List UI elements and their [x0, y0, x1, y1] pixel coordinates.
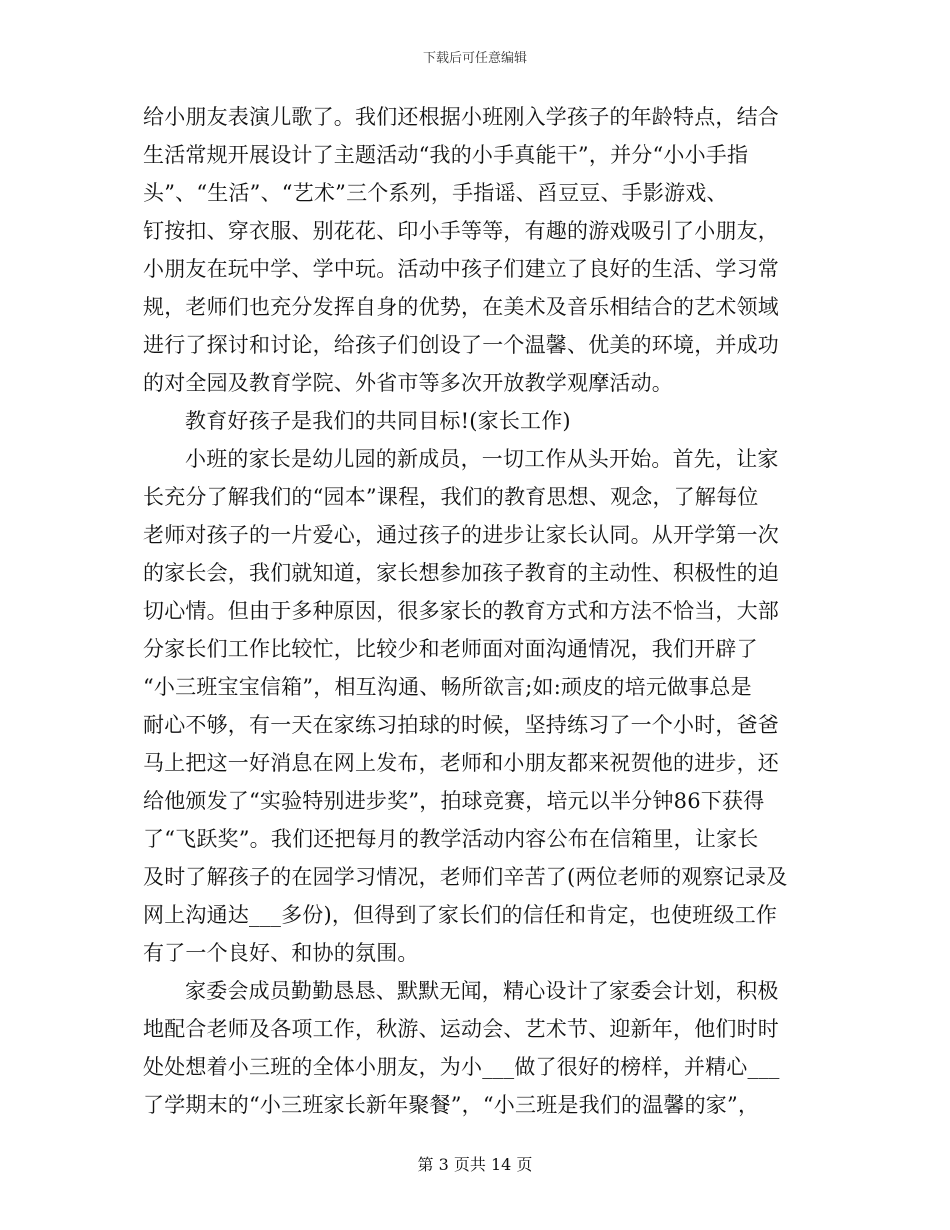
- text-line: 了“飞跃奖”。我们还把每月的教学活动内容公布在信箱里，让家长: [143, 827, 759, 851]
- text-line: 马上把这一好消息在网上发布，老师和小朋友都来祝贺他的进步，还: [143, 751, 779, 775]
- text-line: 的家长会，我们就知道，家长想参加孩子教育的主动性、积极性的迫: [143, 561, 779, 585]
- document-body: [143, 98, 808, 1124]
- text-line: 生活常规开展设计了主题活动“我的小手真能干”，并分“小小手指: [143, 143, 749, 167]
- text-line: 小朋友在玩中学、学中玩。活动中孩子们建立了良好的生活、学习常: [143, 257, 779, 281]
- text-line: 分家长们工作比较忙，比较少和老师面对面沟通情况，我们开辟了: [143, 637, 758, 661]
- text-line: 给他颁发了“实验特别进步奖”，拍球竞赛，培元以半分钟86下获得: [143, 789, 765, 813]
- paragraph-start: 家委会成员勤勤恳恳、默默无闻，精心设计了家委会计划，积极: [185, 979, 779, 1003]
- paragraph-start: 小班的家长是幼儿园的新成员，一切工作从头开始。首先，让家: [185, 447, 779, 471]
- text-line: 了学期末的“小三班家长新年聚餐”，“小三班是我们的温馨的家”，: [143, 1093, 760, 1117]
- page-header: 下载后可任意编辑: [422, 51, 527, 66]
- text-line: 切心情。但由于多种原因，很多家长的教育方式和方法不恰当，大部: [143, 599, 779, 623]
- text-line: 头”、“生活”、“艺术”三个系列，手指谣、舀豆豆、手影游戏、: [143, 181, 728, 205]
- text-line: 的对全园及教育学院、外省市等多次开放教学观摩活动。: [143, 371, 673, 395]
- text-line: “小三班宝宝信箱”，相互沟通、畅所欲言;如:顽皮的培元做事总是: [143, 675, 752, 699]
- section-heading: 教育好孩子是我们的共同目标!(家长工作): [185, 409, 571, 433]
- page-number-footer: 第 3 页共 14 页: [417, 1155, 533, 1174]
- text-line: 处处想着小三班的全体小朋友，为小___做了很好的榜样，并精心___: [143, 1055, 780, 1079]
- text-line: 老师对孩子的一片爱心，通过孩子的进步让家长认同。从开学第一次: [143, 523, 779, 547]
- text-line: 及时了解孩子的在园学习情况，老师们辛苦了(两位老师的观察记录及: [143, 865, 788, 889]
- text-line: 规，老师们也充分发挥自身的优势，在美术及音乐相结合的艺术领域: [143, 295, 779, 319]
- text-line: 有了一个良好、和协的氛围。: [143, 941, 419, 965]
- text-line: 网上沟通达___多份)，但得到了家长们的信任和肯定，也使班级工作: [143, 903, 778, 927]
- text-line: 地配合老师及各项工作，秋游、运动会、艺术节、迎新年，他们时时: [143, 1017, 779, 1041]
- text-line: 长充分了解我们的“园本”课程，我们的教育思想、观念，了解每位: [143, 485, 759, 509]
- text-line: 给小朋友表演儿歌了。我们还根据小班刚入学孩子的年龄特点，结合: [143, 105, 779, 129]
- text-line: 钉按扣、穿衣服、别花花、印小手等等，有趣的游戏吸引了小朋友，: [143, 219, 779, 243]
- text-line: 进行了探讨和讨论，给孩子们创设了一个温馨、优美的环境，并成功: [143, 333, 779, 357]
- text-line: 耐心不够，有一天在家练习拍球的时候，坚持练习了一个小时，爸爸: [143, 713, 779, 737]
